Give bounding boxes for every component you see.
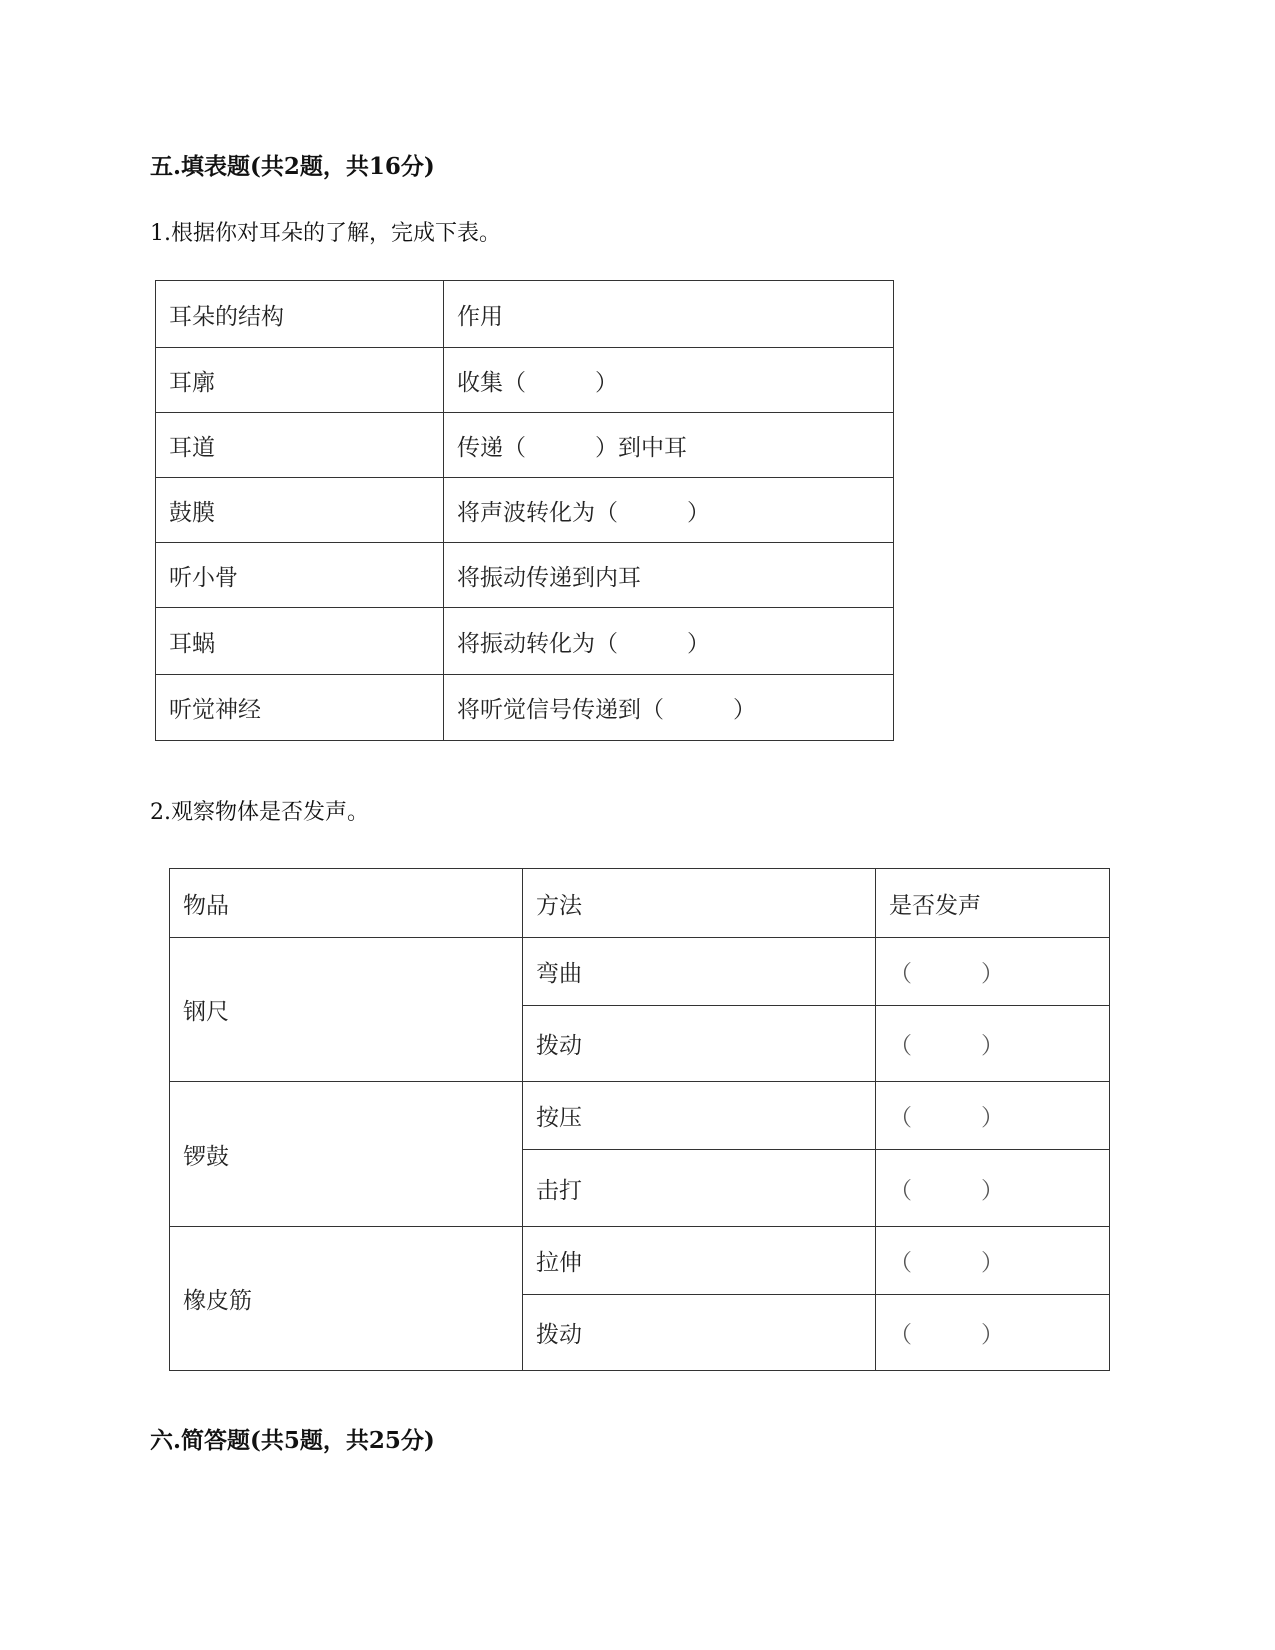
table-row [156,608,894,675]
structure-cell: 鼓膜 [156,478,444,543]
function-cell: 传递（ ）到中耳 [444,413,894,478]
answer-blank: （ ） [876,1295,1110,1371]
answer-blank: （ ） [876,1082,1110,1150]
table-row [156,413,894,478]
header-item: 物品 [170,869,523,938]
item-cell: 锣鼓 [170,1082,523,1227]
function-cell: 将振动转化为（ ） [444,608,894,675]
section-title-fill-table: 五.填表题(共2题，共16分) [150,153,435,180]
structure-cell: 耳廓 [156,348,444,413]
header-function: 作用 [444,281,894,348]
header-makes-sound: 是否发声 [876,869,1110,938]
method-cell: 弯曲 [523,938,876,1006]
method-cell: 拨动 [523,1295,876,1371]
method-cell: 拉伸 [523,1227,876,1295]
answer-blank: （ ） [876,938,1110,1006]
structure-cell: 听觉神经 [156,675,444,741]
item-cell: 钢尺 [170,938,523,1082]
structure-cell: 耳道 [156,413,444,478]
table-row [156,478,894,543]
method-cell: 拨动 [523,1006,876,1082]
item-cell: 橡皮筋 [170,1227,523,1371]
answer-blank: （ ） [876,1006,1110,1082]
table-row [156,348,894,413]
function-cell: 收集（ ） [444,348,894,413]
table-row [170,1082,1110,1150]
question-1-prompt: 1.根据你对耳朵的了解，完成下表。 [150,221,501,246]
sound-observation-table [169,868,1110,1371]
section-title-short-answer: 六.简答题(共5题，共25分) [150,1427,435,1454]
table-row [156,675,894,741]
method-cell: 击打 [523,1150,876,1227]
function-cell: 将声波转化为（ ） [444,478,894,543]
structure-cell: 听小骨 [156,543,444,608]
table-row [170,938,1110,1006]
function-cell: 将振动传递到内耳 [444,543,894,608]
answer-blank: （ ） [876,1227,1110,1295]
question-2-prompt: 2.观察物体是否发声。 [150,800,369,825]
ear-structure-table [155,280,894,741]
structure-cell: 耳蜗 [156,608,444,675]
method-cell: 按压 [523,1082,876,1150]
header-ear-structure: 耳朵的结构 [156,281,444,348]
table-row [156,543,894,608]
table-header-row [156,281,894,348]
function-cell: 将听觉信号传递到（ ） [444,675,894,741]
answer-blank: （ ） [876,1150,1110,1227]
header-method: 方法 [523,869,876,938]
table-header-row [170,869,1110,938]
table-row [170,1227,1110,1295]
